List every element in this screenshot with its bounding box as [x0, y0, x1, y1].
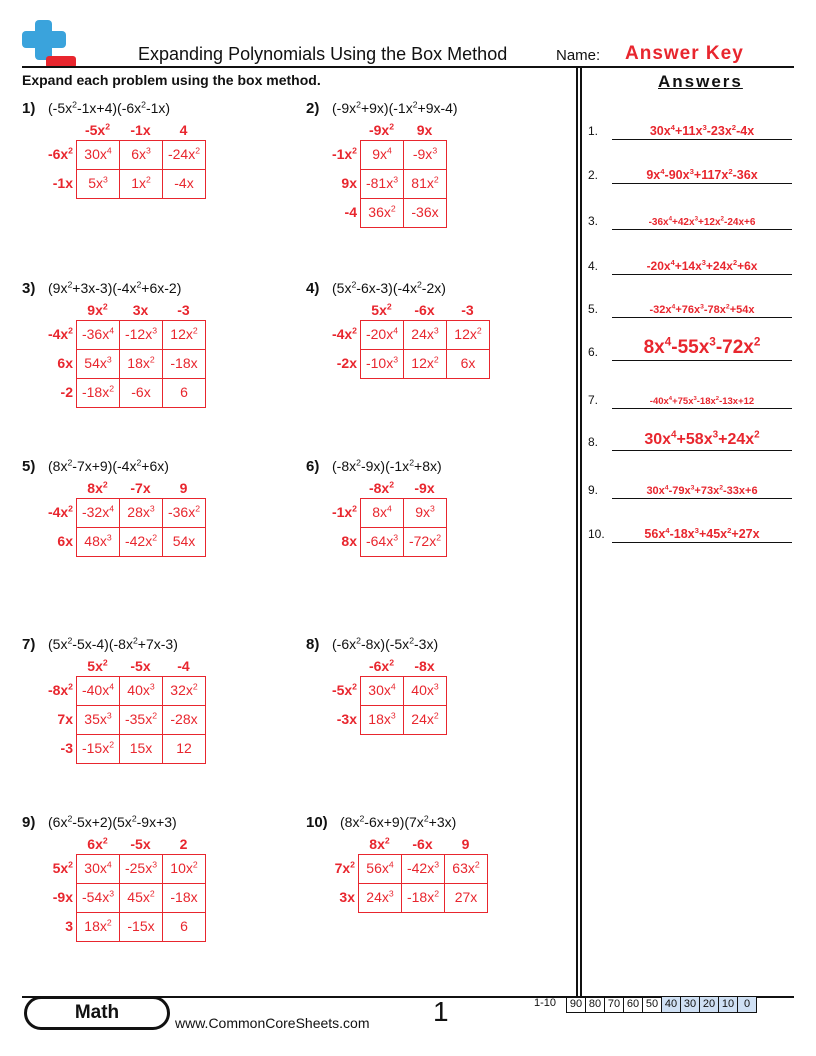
column-factor: 9	[461, 836, 470, 852]
answer-line	[612, 317, 792, 318]
product-cell: $9x^3$	[403, 498, 447, 528]
product-cell: $-72x^2$	[403, 527, 447, 557]
product-cell: $-42x^3$	[401, 854, 445, 884]
product-cell: $-81x^3$	[360, 169, 404, 199]
answer-line	[612, 450, 792, 451]
answers-heading: Answers	[658, 72, 743, 91]
product-cell: $18x^2$	[76, 912, 120, 942]
row-factor: 6x	[57, 355, 73, 371]
product-cell: $-18x^2$	[401, 883, 445, 913]
product-cell: 27x	[444, 883, 488, 913]
box-grid	[306, 122, 458, 227]
product-cell: $30x^4$	[76, 140, 120, 170]
box-row	[22, 169, 205, 198]
column-factor: -3	[461, 302, 474, 318]
page-title: Expanding Polynomials Using the Box Method	[138, 44, 508, 64]
product-cell: $32x^2$	[162, 676, 206, 706]
box-row	[306, 854, 487, 883]
answer-value: $8x^4-55x^3-72x^2$	[643, 335, 761, 358]
product-cell: $30x^4$	[360, 676, 404, 706]
box-row	[22, 378, 205, 407]
product-cell: $24x^3$	[403, 320, 447, 350]
box-row	[306, 676, 446, 705]
corner-spacer	[22, 658, 76, 676]
header-rule	[22, 66, 794, 68]
row-factor: $-1x^2$	[331, 145, 357, 162]
answer-line	[612, 183, 792, 184]
column-factor: -6x	[412, 836, 433, 852]
problem-7	[22, 636, 205, 763]
corner-spacer	[306, 302, 360, 320]
problem-header	[306, 100, 458, 120]
problem-expression: $(5x^2-6x-3)(-4x^2-2x)$	[332, 279, 446, 296]
problem-number: 7)	[22, 636, 36, 653]
corner-spacer	[22, 302, 76, 320]
footer-url: www.CommonCoreSheets.com	[175, 1015, 370, 1031]
problem-5	[22, 458, 205, 556]
box-row	[306, 349, 489, 378]
column-factor: $5x^2$	[87, 657, 108, 674]
product-cell: 12	[162, 734, 206, 764]
answer-row	[588, 298, 792, 318]
problem-header	[22, 636, 205, 656]
column-divider-left	[576, 66, 578, 998]
box-row	[306, 883, 487, 912]
answer-key-label: Answer Key	[625, 43, 744, 64]
problem-expression: $(9x^2+3x-3)(-4x^2+6x-2)$	[48, 279, 182, 296]
score-cell: 90	[566, 996, 586, 1013]
problem-number: 1)	[22, 100, 36, 117]
answer-value: $56x^4-18x^3+45x^2+27x$	[644, 525, 760, 541]
answer-row	[588, 120, 792, 140]
column-factor: -6x	[414, 302, 435, 318]
product-cell: $56x^4$	[358, 854, 402, 884]
box-row	[22, 883, 205, 912]
box-row	[306, 527, 446, 556]
answer-number: 10.	[588, 527, 605, 541]
answer-value: $30x^4+58x^3+24x^2$	[644, 429, 760, 448]
column-factor: $-9x^2$	[368, 121, 395, 138]
product-cell: $-36x^4$	[76, 320, 120, 350]
column-factor: -9x	[414, 480, 435, 496]
product-cell: $-24x^2$	[162, 140, 206, 170]
box-row	[22, 140, 205, 169]
row-factor: -9x	[52, 889, 73, 905]
problem-expression: $(-8x^2-9x)(-1x^2+8x)$	[332, 457, 442, 474]
name-label: Name:	[556, 47, 601, 64]
product-cell: $10x^2$	[162, 854, 206, 884]
product-cell: $45x^2$	[119, 883, 163, 913]
row-factor: $-4x^2$	[47, 325, 73, 342]
score-cell: 30	[680, 996, 700, 1013]
column-factor: -8x	[414, 658, 435, 674]
product-cell: $12x^2$	[446, 320, 490, 350]
answer-number: 6.	[588, 345, 599, 359]
plus-minus-logo-icon	[20, 20, 80, 70]
column-factor: -7x	[130, 480, 151, 496]
box-row	[306, 169, 458, 198]
box-row	[306, 498, 446, 527]
product-cell: $6x^3$	[119, 140, 163, 170]
product-cell: 6x	[446, 349, 490, 379]
product-cell: $-15x^2$	[76, 734, 120, 764]
product-cell: $18x^2$	[119, 349, 163, 379]
column-factor: 9x	[416, 122, 433, 138]
problem-header	[306, 458, 446, 478]
score-cell: 60	[623, 996, 643, 1013]
answer-number: 5.	[588, 302, 599, 316]
answer-line	[612, 360, 792, 361]
box-row	[306, 198, 458, 227]
column-factor: $8x^2$	[369, 835, 390, 852]
problem-number: 4)	[306, 280, 320, 297]
row-factor: $-8x^2$	[47, 681, 73, 698]
product-cell: 6	[162, 378, 206, 408]
column-factor: -5x	[130, 836, 151, 852]
row-factor: -1x	[52, 175, 73, 191]
answer-value: $-20x^4+14x^3+24x^2+6x$	[646, 258, 758, 273]
box-row	[306, 705, 446, 734]
row-factor: 8x	[341, 533, 357, 549]
answer-row	[588, 255, 792, 275]
problem-expression: $(-6x^2-8x)(-5x^2-3x)$	[332, 635, 439, 652]
box-row	[22, 498, 205, 527]
product-cell: $8x^4$	[360, 498, 404, 528]
corner-spacer	[306, 836, 358, 854]
problem-expression: $(8x^2-7x+9)(-4x^2+6x)$	[48, 457, 169, 474]
score-cell: 20	[699, 996, 719, 1013]
answer-number: 1.	[588, 124, 599, 138]
problem-9	[22, 814, 205, 941]
row-factor: 6x	[57, 533, 73, 549]
row-factor: 7x	[57, 711, 73, 727]
problem-6	[306, 458, 446, 556]
answer-row	[588, 164, 792, 184]
answer-row	[588, 210, 792, 230]
row-factor: $-4x^2$	[331, 325, 357, 342]
problem-number: 9)	[22, 814, 36, 831]
page-number: 1	[433, 996, 449, 1027]
product-cell: $54x^3$	[76, 349, 120, 379]
column-factors	[306, 302, 489, 320]
answer-value: $-40x^4+75x^3-18x^2-13x+12$	[649, 395, 755, 407]
corner-spacer	[306, 122, 360, 140]
box-row	[22, 912, 205, 941]
row-factor: -3	[60, 740, 73, 756]
product-cell: 15x	[119, 734, 163, 764]
instructions: Expand each problem using the box method.	[22, 72, 321, 88]
box-row	[22, 854, 205, 883]
box-grid	[22, 122, 205, 198]
problem-number: 3)	[22, 280, 36, 297]
column-factor: $-8x^2$	[368, 479, 395, 496]
row-factor: -2x	[336, 355, 357, 371]
box-grid	[306, 480, 446, 556]
answer-line	[612, 229, 792, 230]
row-factor: $5x^2$	[52, 859, 73, 876]
column-factor: 2	[179, 836, 188, 852]
product-cell: $1x^2$	[119, 169, 163, 199]
row-factor: -3x	[336, 711, 357, 727]
problem-header	[22, 458, 205, 478]
column-factors	[22, 302, 205, 320]
problem-expression: $(-9x^2+9x)(-1x^2+9x-4)$	[332, 99, 458, 116]
product-cell: $-40x^4$	[76, 676, 120, 706]
product-cell: -15x	[119, 912, 163, 942]
row-factor: $7x^2$	[334, 859, 355, 876]
box-row	[22, 320, 205, 349]
product-cell: $12x^2$	[162, 320, 206, 350]
row-factor: 3x	[339, 889, 355, 905]
problem-header	[306, 636, 446, 656]
product-cell: $-32x^4$	[76, 498, 120, 528]
column-factor: -4	[177, 658, 190, 674]
column-divider-right	[580, 66, 582, 998]
answer-value: $-36x^4+42x^3+12x^2-24x+6$	[648, 215, 756, 228]
answer-line	[612, 139, 792, 140]
product-cell: $5x^3$	[76, 169, 120, 199]
column-factors	[22, 836, 205, 854]
answer-line	[612, 542, 792, 543]
answer-number: 3.	[588, 214, 599, 228]
product-cell: $-42x^2$	[119, 527, 163, 557]
product-cell: -28x	[162, 705, 206, 735]
problem-3	[22, 280, 205, 407]
corner-spacer	[22, 480, 76, 498]
problem-header	[306, 280, 489, 300]
answer-value: $30x^4-79x^3+73x^2-33x+6$	[646, 484, 758, 497]
product-cell: 54x	[162, 527, 206, 557]
product-cell: $-25x^3$	[119, 854, 163, 884]
box-row	[22, 527, 205, 556]
corner-spacer	[306, 658, 360, 676]
row-factor: $-5x^2$	[331, 681, 357, 698]
problem-number: 10)	[306, 814, 328, 831]
problem-8	[306, 636, 446, 734]
answer-row	[588, 389, 792, 409]
box-row	[306, 140, 458, 169]
product-cell: $-64x^3$	[360, 527, 404, 557]
column-factor: -3	[177, 302, 190, 318]
product-cell: -6x	[119, 378, 163, 408]
box-grid	[22, 658, 205, 763]
score-cell: 10	[718, 996, 738, 1013]
box-row	[22, 705, 205, 734]
answer-number: 4.	[588, 259, 599, 273]
product-cell: -18x	[162, 349, 206, 379]
product-cell: $18x^3$	[360, 705, 404, 735]
product-cell: $40x^3$	[403, 676, 447, 706]
column-factor: $-5x^2$	[84, 121, 111, 138]
column-factor: $6x^2$	[87, 835, 108, 852]
column-factor: 4	[179, 122, 188, 138]
product-cell: $-12x^3$	[119, 320, 163, 350]
answer-row	[588, 335, 792, 361]
product-cell: 6	[162, 912, 206, 942]
problem-number: 5)	[22, 458, 36, 475]
score-cell: 50	[642, 996, 662, 1013]
product-cell: $63x^2$	[444, 854, 488, 884]
box-grid	[22, 836, 205, 941]
box-grid	[306, 836, 487, 912]
answer-line	[612, 274, 792, 275]
problem-number: 8)	[306, 636, 320, 653]
product-cell: $-10x^3$	[360, 349, 404, 379]
column-factors	[306, 658, 446, 676]
column-factor: $8x^2$	[87, 479, 108, 496]
problem-header	[22, 280, 205, 300]
problem-expression: $(8x^2-6x+9)(7x^2+3x)$	[340, 813, 457, 830]
column-factor: -5x	[130, 658, 151, 674]
problem-expression: $(6x^2-5x+2)(5x^2-9x+3)$	[48, 813, 177, 830]
column-factors	[306, 122, 458, 140]
box-row	[22, 349, 205, 378]
product-cell: -18x	[162, 883, 206, 913]
answer-number: 2.	[588, 168, 599, 182]
corner-spacer	[22, 122, 76, 140]
score-range-label: 1-10	[534, 997, 557, 1009]
problem-expression: $(5x^2-5x-4)(-8x^2+7x-3)$	[48, 635, 178, 652]
answer-row	[588, 523, 792, 543]
box-row	[22, 734, 205, 763]
product-cell: $24x^2$	[403, 705, 447, 735]
box-grid	[22, 480, 205, 556]
product-cell: $28x^3$	[119, 498, 163, 528]
product-cell: $-35x^2$	[119, 705, 163, 735]
row-factor: $-4x^2$	[47, 503, 73, 520]
score-cell: 70	[604, 996, 624, 1013]
product-cell: $-54x^3$	[76, 883, 120, 913]
box-row	[306, 320, 489, 349]
problem-1	[22, 100, 205, 198]
answer-value: $30x^4+11x^3-23x^2-4x$	[649, 122, 755, 138]
column-factors	[22, 122, 205, 140]
answer-row	[588, 431, 792, 451]
box-grid	[306, 658, 446, 734]
answer-row	[588, 479, 792, 499]
product-cell: $-9x^3$	[403, 140, 447, 170]
row-factor: -2	[60, 384, 73, 400]
column-factors	[22, 480, 205, 498]
row-factor: -4	[344, 204, 357, 220]
problem-number: 6)	[306, 458, 320, 475]
column-factor: $9x^2$	[87, 301, 108, 318]
row-factor: $-6x^2$	[47, 145, 73, 162]
product-cell: $48x^3$	[76, 527, 120, 557]
box-row	[22, 676, 205, 705]
answer-line	[612, 408, 792, 409]
product-cell: $-20x^4$	[360, 320, 404, 350]
box-grid	[306, 302, 489, 378]
problem-10	[306, 814, 487, 912]
column-factors	[306, 836, 487, 854]
answer-line	[612, 498, 792, 499]
score-cell: 80	[585, 996, 605, 1013]
answer-value: $-32x^4+76x^3-78x^2+54x$	[649, 303, 755, 316]
product-cell: -36x	[403, 198, 447, 228]
row-factor: 3	[65, 918, 73, 934]
product-cell: $36x^2$	[360, 198, 404, 228]
corner-spacer	[22, 836, 76, 854]
column-factor: $5x^2$	[371, 301, 392, 318]
answer-value: $9x^4-90x^3+117x^2-36x$	[646, 166, 758, 182]
column-factors	[22, 658, 205, 676]
row-factor: $-1x^2$	[331, 503, 357, 520]
problem-4	[306, 280, 489, 378]
column-factor: 9	[179, 480, 188, 496]
row-factor: 9x	[341, 175, 357, 191]
product-cell: $-18x^2$	[76, 378, 120, 408]
problem-header	[306, 814, 487, 834]
product-cell: $-36x^2$	[162, 498, 206, 528]
box-grid	[22, 302, 205, 407]
answer-number: 7.	[588, 393, 599, 407]
column-factor: -1x	[130, 122, 151, 138]
answer-number: 9.	[588, 483, 599, 497]
problem-header	[22, 814, 205, 834]
product-cell: $81x^2$	[403, 169, 447, 199]
column-factor: $-6x^2$	[368, 657, 395, 674]
answer-number: 8.	[588, 435, 599, 449]
product-cell: $24x^3$	[358, 883, 402, 913]
score-table	[566, 996, 756, 1013]
product-cell: $40x^3$	[119, 676, 163, 706]
product-cell: -4x	[162, 169, 206, 199]
product-cell: $30x^4$	[76, 854, 120, 884]
problem-number: 2)	[306, 100, 320, 117]
problem-expression: $(-5x^2-1x+4)(-6x^2-1x)$	[48, 99, 171, 116]
product-cell: $9x^4$	[360, 140, 404, 170]
subject-badge: Math	[24, 996, 170, 1030]
score-cell: 0	[737, 996, 757, 1013]
product-cell: $12x^2$	[403, 349, 447, 379]
problem-header	[22, 100, 205, 120]
column-factor: 3x	[132, 302, 149, 318]
corner-spacer	[306, 480, 360, 498]
problem-2	[306, 100, 458, 227]
score-cell: 40	[661, 996, 681, 1013]
column-factors	[306, 480, 446, 498]
product-cell: $35x^3$	[76, 705, 120, 735]
